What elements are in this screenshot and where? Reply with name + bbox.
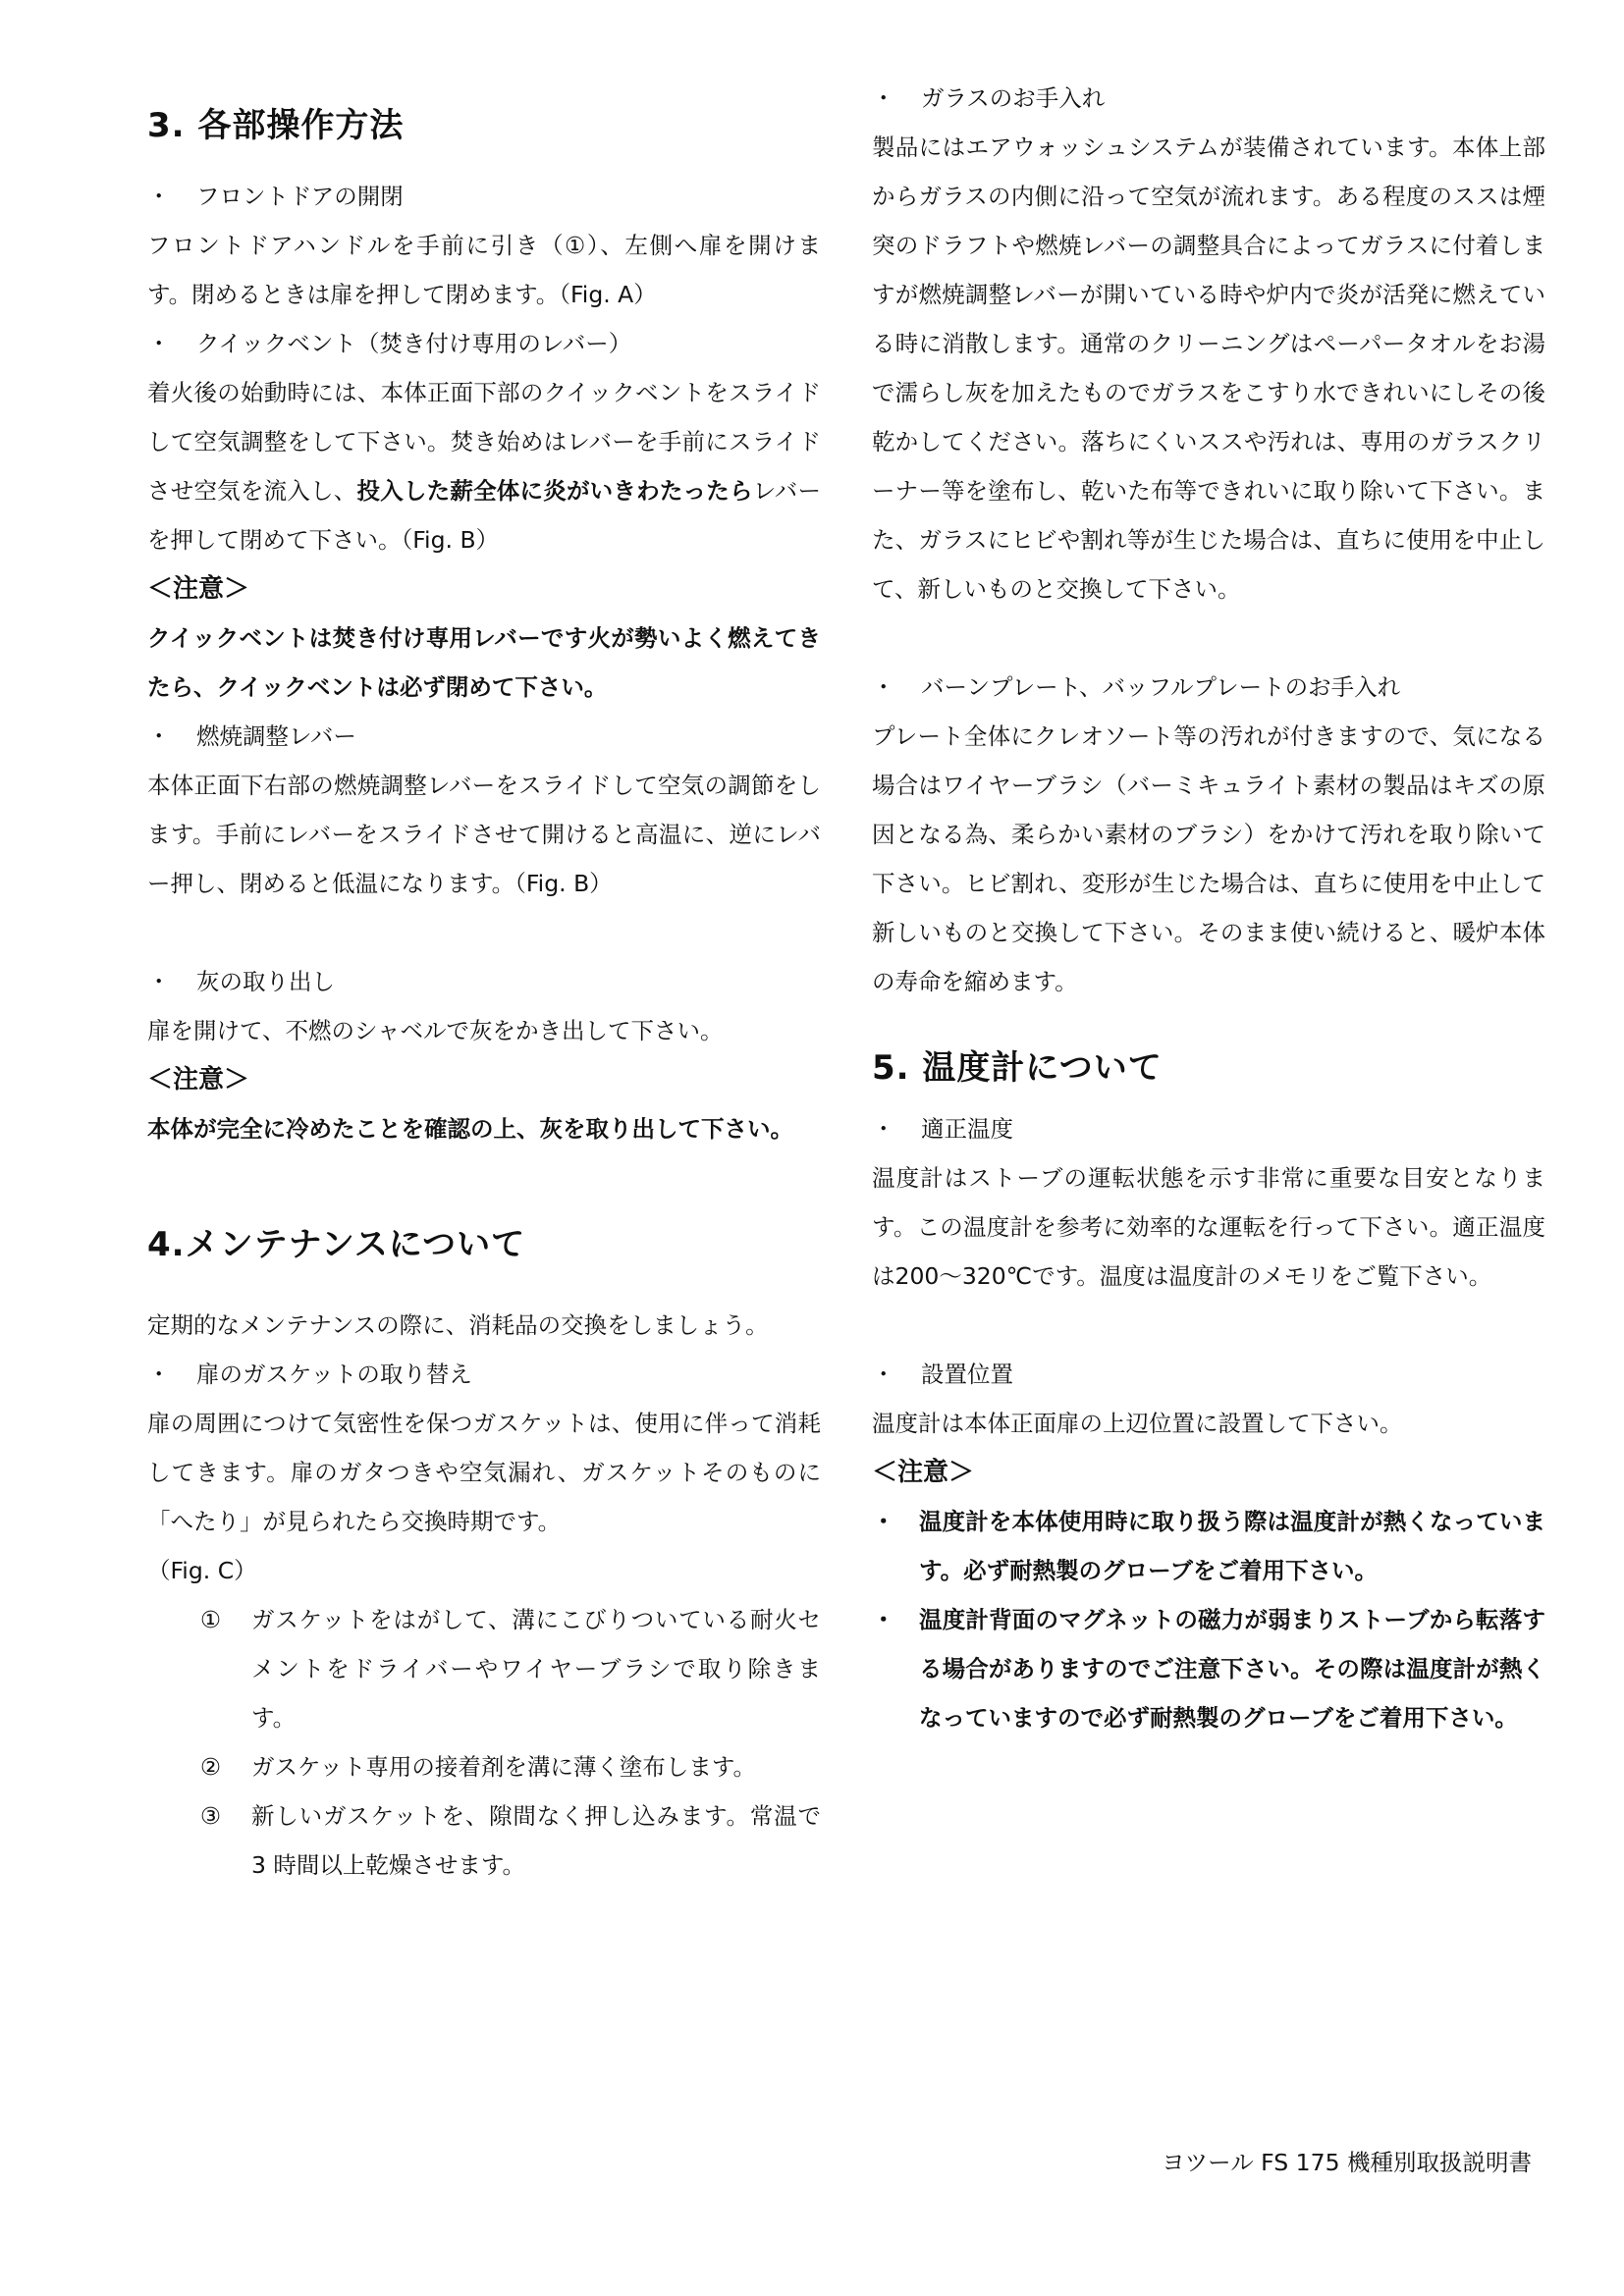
paragraph-plate-care: プレート全体にクレオソート等の汚れが付きますので、気になる場合はワイヤーブラシ（バーミキュライト素材の製品はキズの原因となる為、柔らかい素材のブラシ）をかけて汚れを取り除いて下さい。ヒビ割れ、変形が生じた場合は、直ちに使用を中止して新しいものと交換して下さい。そのまま使い続けると、暖炉本体の寿命を縮めます。 — [872, 722, 1545, 995]
note-text-1: クイックベントは焚き付け専用レバーです火が勢いよく燃えてきたら、クイックベントは必ず閉めて下さい。 — [147, 624, 821, 701]
caution-item: ・ 温度計を本体使用時に取り扱う際は温度計が熱くなっています。必ず耐熱製のグローブをご着用下さい。 — [872, 1508, 1545, 1584]
paragraph-front-door: フロントドアハンドルを手前に引き（①）、左側へ扉を開けます。閉めるときは扉を押して閉めます。（Fig. A） — [147, 232, 821, 308]
bullet-front-door: ・ フロントドアの開閉 — [147, 183, 404, 210]
section-5-title: 5. 温度計について — [872, 1048, 1163, 1088]
paragraph-ash-removal: 扉を開けて、不燃のシャベルで灰をかき出して下さい。 — [147, 1017, 724, 1044]
section-4-title: 4.メンテナンスについて — [147, 1225, 526, 1264]
bullet-plate-care: ・ バーンプレート、バッフルプレートのお手入れ — [872, 673, 1401, 701]
note-label-2: ＜注意＞ — [147, 1065, 250, 1095]
bullet-ash-removal: ・ 灰の取り出し — [147, 968, 335, 995]
paragraph-maintenance: 定期的なメンテナンスの際に、消耗品の交換をしましょう。 — [147, 1311, 769, 1339]
bullet-install-position: ・ 設置位置 — [872, 1361, 1013, 1388]
page-footer: ヨツール FS 175 機種別取扱説明書 — [1162, 2149, 1532, 2176]
note-label-1: ＜注意＞ — [147, 574, 250, 604]
step-item: ② ガスケット専用の接着剤を溝に薄く塗布します。 — [200, 1753, 756, 1781]
bullet-quick-vent: ・ クイックベント（焚き付け専用のレバー） — [147, 330, 632, 357]
bullet-proper-temperature: ・ 適正温度 — [872, 1115, 1013, 1143]
paragraph-glass-care: 製品にはエアウォッシュシステムが装備されています。本体上部からガラスの内側に沿って空気が流れます。ある程度のススは煙突のドラフトや燃焼レバーの調整具合によってガラスに付着しますが燃焼調整レバーが開いている時や炉内で炎が活発に燃えている時に消散します。通常のクリーニングはペーパータオルをお湯で濡らし灰を加えたものでガラスをこすり水できれいにしその後乾かしてください。落ちにくいススや汚れは、専用のガラスクリーナー等を塗布し、乾いた布等できれいに取り除いて下さい。また、ガラスにヒビや割れ等が生じた場合は、直ちに使用を中止して、新しいものと交換して下さい。 — [872, 133, 1545, 603]
bullet-glass-care: ・ ガラスのお手入れ — [872, 84, 1106, 112]
section-3-title: 3. 各部操作方法 — [147, 106, 405, 145]
paragraph-proper-temperature: 温度計はストーブの運転状態を示す非常に重要な目安となります。この温度計を参考に効率的な運転を行って下さい。適正温度は200～320℃です。温度は温度計のメモリをご覧下さい。 — [872, 1164, 1545, 1290]
caution-item: ・ 温度計背面のマグネットの磁力が弱まりストーブから転落する場合がありますのでご注意下さい。その際は温度計が熱くなっていますので必ず耐熱製のグローブをご着用下さい。 — [872, 1606, 1545, 1732]
step-item: ① ガスケットをはがして、溝にこびりついている耐火セメントをドライバーやワイヤーブラシで取り除きます。 — [200, 1606, 821, 1732]
paragraph-combustion-lever: 本体正面下右部の燃焼調整レバーをスライドして空気の調節をします。手前にレバーをスライドさせて開けると高温に、逆にレバー押し、閉めると低温になります。（Fig. B） — [147, 772, 821, 897]
bullet-combustion-lever: ・ 燃焼調整レバー — [147, 722, 356, 750]
bullet-gasket: ・ 扉のガスケットの取り替え — [147, 1361, 472, 1388]
paragraph-gasket: 扉の周囲につけて気密性を保つガスケットは、使用に伴って消耗してきます。扉のガタつきや空気漏れ、ガスケットそのものに「へたり」が見られたら交換時期です。 — [147, 1410, 821, 1535]
note-text-2: 本体が完全に冷めたことを確認の上、灰を取り出して下さい。 — [147, 1115, 793, 1143]
step-item: ③ 新しいガスケットを、隙間なく押し込みます。常温で 3 時間以上乾燥させます。 — [200, 1802, 821, 1879]
fig-c-label: （Fig. C） — [147, 1557, 257, 1584]
paragraph-install-position: 温度計は本体正面扉の上辺位置に設置して下さい。 — [872, 1410, 1403, 1437]
paragraph-quick-vent: 着火後の始動時には、本体正面下部のクイックベントをスライドして空気調整をして下さい。焚き始めはレバーを手前にスライドさせ空気を流入し、投入した薪全体に炎がいきわたったらレバーを押して閉めて下さい。（Fig. B） — [147, 379, 822, 554]
note-label-3: ＜注意＞ — [872, 1458, 975, 1487]
